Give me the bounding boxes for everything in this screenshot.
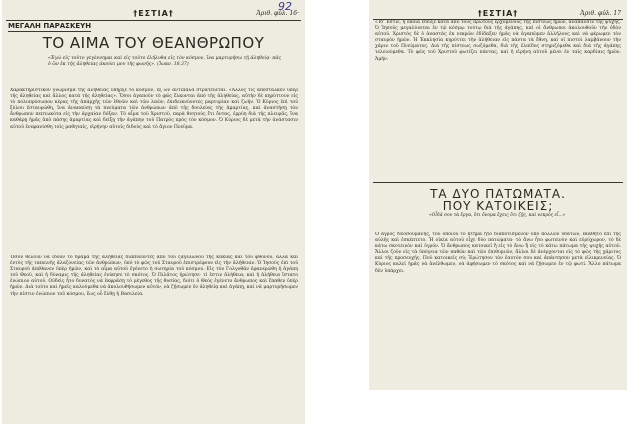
left-page-header (8, 8, 299, 19)
left-masthead: †ΕΣΤΙΑ† (133, 9, 174, 18)
article-title-right-line-1: ΤΑ ΔΥΟ ΠΑΤΩΜΑΤΑ. (430, 187, 566, 201)
section-label: ΜΕΓΑΛΗ ΠΑΡΑΣΚΕΥΗ (8, 22, 92, 30)
right-newspaper-page (369, 0, 627, 390)
left-header-rule (6, 20, 301, 21)
epigraph-right: «Οἶδά σου τὰ ἔργα, ὅτι ὄνομα ἔχεις ὅτι ζῇς, καὶ νεκρὸς εἶ...» (429, 213, 566, 218)
right-masthead: †ΕΣΤΙΑ† (477, 9, 519, 18)
article-title-left: ΤΟ ΑΙΜΑ ΤΟΥ ΘΕΑΝΘΡΩΠΟΥ (42, 34, 265, 52)
article-body-paragraph-2: Ὅσον θέλουν νὰ ἴδουν τὸ δρᾶμα τῆς ἀληθείας διαπνέοντες ἀπὸ τοῦ ζαγελώνου τῆς κακίας καὶ τοῦ φθόνου, ἀλλὰ καὶ ἐντὸς τῆς ταπεινῆς ἀλαζονείας τῶν ἀνθρώπων, ὑπὸ τὸ φῶς τοῦ Σταυροῦ ἐπιστρέφουν εἰς τὴν ἀλήθειαν. Ὁ Ἰησοῦς ἐπὶ τοῦ Σταυροῦ ἀπέθανεν ὑπὲρ ἡμῶν, καὶ τὸ αἷμα αὐτοῦ ἐγένετο ἡ σωτηρία τοῦ κόσμου. Εἰς τὸν Γολγοθᾶν ἐφανερώθη ἡ ἀγάπη τοῦ Θεοῦ, καὶ ἡ δύναμις τῆς ἀληθείας ἐνίκησε τὸ σκότος. Ὁ Πιλᾶτος ἠρώτησε· τί ἐστιν ἀλήθεια; καὶ ἡ ἀλήθεια ἵστατο ἐνώπιον αὐτοῦ. Οὐδεὶς ἦτο δυνατὸς νὰ ἐκφράσῃ τὸ μέγεθος τῆς θυσίας, διότι ὁ Θεὸς ἐγένετο ἄνθρωπος καὶ ἔπαθεν ὑπὲρ ἡμῶν. Διὰ τοῦτο καὶ ἡμεῖς καλούμεθα νὰ ἀκολουθήσωμεν αὐτόν, νὰ ζήσωμεν ἐν ἀληθείᾳ καὶ ἀγάπῃ, καὶ νὰ μαρτυρήσωμεν τὴν πίστιν ἐνώπιον τοῦ κόσμου, ἕως οὗ ἔλθῃ ἡ Βασιλεία. (10, 255, 298, 297)
left-issue-number: Ἀριθ. φύλ. 16· (256, 10, 299, 17)
right-page-header (375, 8, 621, 19)
continued-article-body: «Ἰδ' Ἐστίε, ἡ ὁποία ἔδειξε κατὰ ἀπὸ τοὺς πρώτους ἐρχομένους τῆς πίστεως ἡμῶν, ἀνάπαυσιν τῆς ψυχῆς. Ὁ Ἰησοῦς μεγαλύνεται ἐν τῷ κόσμῳ τούτῳ διὰ τῆς ἀγάπης, καὶ οἱ ἄνθρωποι ἀκολουθοῦν τὴν ὁδὸν αὐτοῦ. Χριστὸς δὲ ὁ ἀναστὰς ἐκ νεκρῶν ἐδίδαξεν ἡμᾶς νὰ ἀγαπῶμεν ἀλλήλους καὶ νὰ φέρωμεν τὸν σταυρὸν ἡμῶν. Ἡ Ἐκκλησία κηρύττει τὴν ἀλήθειαν εἰς πάντα τὰ ἔθνη, καὶ οἱ πιστοὶ λαμβάνουν τὴν χάριν τοῦ Πνεύματος. Διὰ τῆς πίστεως σωζόμεθα, διὰ τῆς ἐλπίδος στηριζόμεθα καὶ διὰ τῆς ἀγάπης τελειούμεθα. Τὸ φῶς τοῦ Χριστοῦ φωτίζει πάντας, καὶ ἡ εἰρήνη αὐτοῦ μένει ἐν ταῖς καρδίαις ἡμῶν. Ἀμήν. (375, 20, 621, 62)
article-body-right: Ὁ ἀγρὸς Νεοσουμάνης, τοῦ ὁποίου τὸ κτῆμα ἦτο διαποτισμένον ὑπὸ πολλῶν ὑδάτων, ἐκάθητο ἐπὶ τῆς αὐλῆς καὶ ἐσκέπτετο. Ἡ οἰκία αὐτοῦ εἶχε δύο πατώματα· τὸ ἄνω ἦτο φωτεινὸν καὶ εὐρύχωρον, τὸ δὲ κάτω σκοτεινὸν καὶ ὑγρόν. Ὁ ἄνθρωπος κατοικεῖ ἢ εἰς τὸ ἄνω ἢ εἰς τὸ κάτω πάτωμα τῆς ψυχῆς αὐτοῦ. Ἄλλοι ζοῦν εἰς τὰ ὑπόγεια τῶν παθῶν καὶ τῶν ἐπιθυμιῶν, ἄλλοι δὲ ἀνέρχονται εἰς τὸ φῶς τῆς χάριτος καὶ τῆς προσευχῆς. Ποῦ κατοικεῖς σύ; Ἐρώτησον τὸν ἑαυτόν σου καὶ ἀπάντησον μετὰ εἰλικρινείας. Ὁ Κύριος καλεῖ ἡμᾶς νὰ ἀνέλθωμεν, νὰ ἀφήσωμεν τὸ σκότος καὶ νὰ ζήσωμεν ἐν τῷ φωτί. Ἄλλο πάτωμα δὲν ὑπάρχει. (375, 232, 621, 274)
article-separator-rule (373, 182, 623, 183)
epigraph-left: «Ἐγὼ εἰς τοῦτο γεγέννημαι καὶ εἰς τοῦτο ἐλήλυθα εἰς τὸν κόσμον, ἵνα μαρτυρήσω τῇ ἀληθείᾳ· πᾶς ὁ ὢν ἐκ τῆς ἀληθείας ἀκούει μου τῆς φωνῆς». (Ἰωαν. 18,37) (48, 56, 281, 67)
article-title-right-line-2: ΠΟΥ ΚΑΤΟΙΚΕΙΣ; (442, 199, 554, 213)
right-issue-number: Ἀριθ. φύλ. 17 (580, 10, 621, 17)
left-newspaper-page (2, 0, 305, 424)
article-body-paragraph-1: Χαρακτηριστικὸν γνώρισμα τῆς ἀληθείας ὑπῆρξε τὸ κόσμον, ἐξ ὧν ἀντίπαλα στρατεύεται. «Ἄλλος τις ἀπέσταλκεν ὑπὲρ τῆς ἀληθείας καὶ ἄλλος κατὰ τῆς ἀληθείας». Ὅσοι ἀγαποῦν τὸ φῶς ἔλκονται ἀπὸ τῆς ἀληθείας, αὐτὴν δὲ κηρύττουν εἰς τὸ πολυπρόσωπον κέρας τῆς ἀπάρχῆς τῶν ἐθνῶν καὶ τῶν λαῶν, ἐπιδεικνύοντες μαρτυρίαν καὶ ζωήν. Ὁ Κύριος ἐπὶ τοῦ ξύλου ἐσταυρώθη, ἵνα ἀναπαύσῃ τὰ πνεύματα τῶν ἀνθρώπων ἀπὸ τῆς δουλείας τῆς ἁμαρτίας, καὶ ἀναστήσῃ τὸν ἄνθρωπον πεπτωκότα εἰς τὴν ἀρχαίαν δόξαν. Τὸ αἷμα τοῦ Χριστοῦ, παρὰ θνητούς ἔτι ὄντας, ἐρρύη διὰ τῆς πλευρᾶς, ἵνα καθάρῃ ἡμᾶς ἀπὸ πάσης ἁμαρτίας καὶ δείξῃ τὴν ἀγάπην τοῦ Πατρὸς πρὸς τὸν κόσμον. Ὁ Κύριος δὲ μετὰ τὴν ἀνάστασιν αὐτοῦ ἐνεφανίσθη τοῖς μαθηταῖς, εἰρήνην αὐτοῖς διδούς καὶ τὸ ἅγιον Πνεῦμα. (10, 88, 298, 130)
handwritten-page-number: 92 (278, 0, 292, 13)
